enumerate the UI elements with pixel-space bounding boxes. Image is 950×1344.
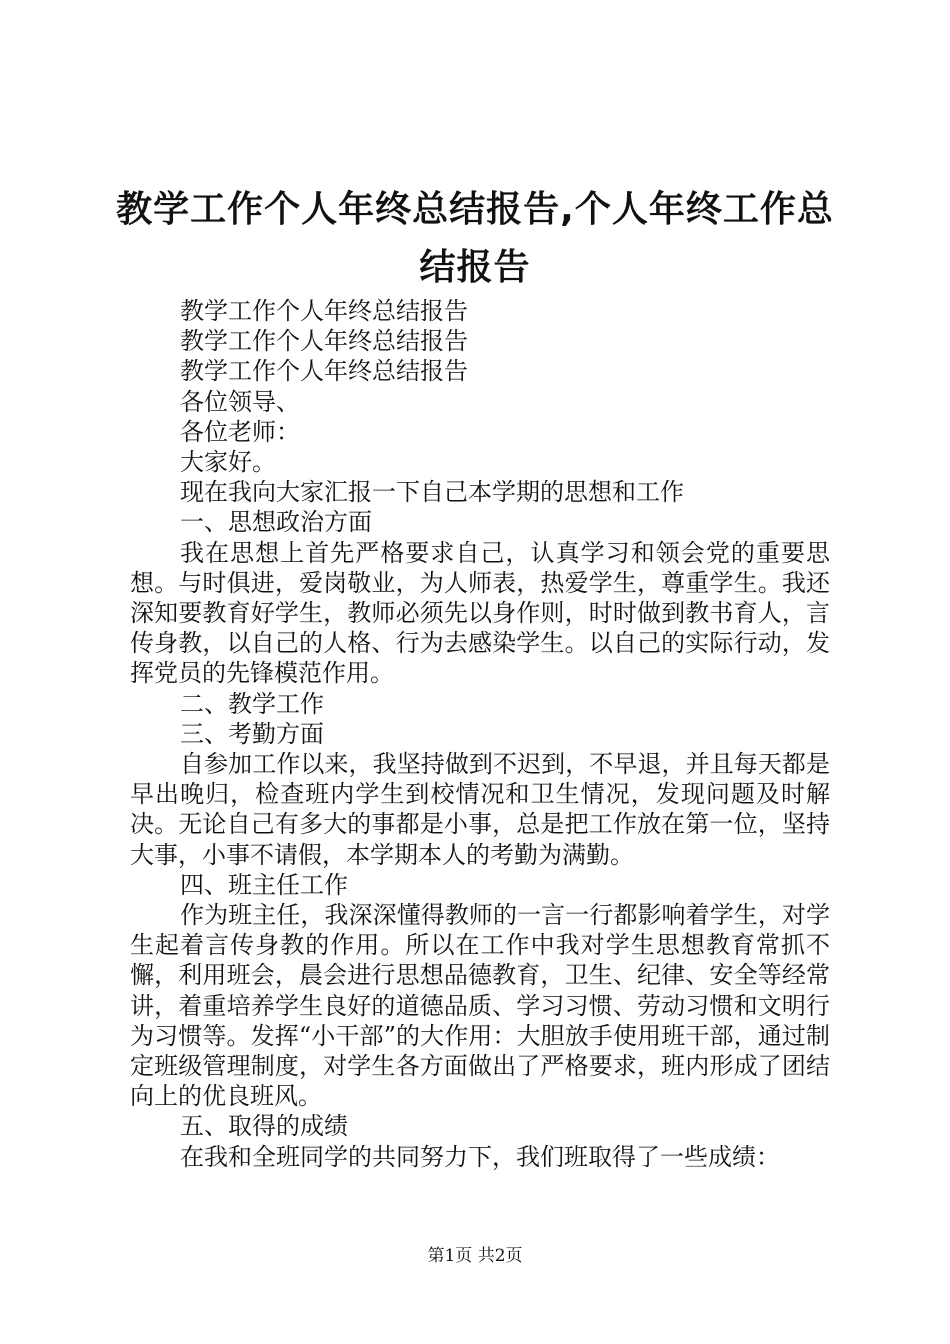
subtitle-line: 教学工作个人年终总结报告 [180,327,468,356]
document-title-line-2: 结报告 [419,247,531,288]
section-heading-1: 一、思想政治方面 [180,508,372,537]
salutation-leaders: 各位领导、 [180,387,300,416]
document-title-line-1: 教学工作个人年终总结报告,个人年终工作总 [116,189,834,230]
subtitle-line: 教学工作个人年终总结报告 [180,357,468,386]
page-footer: 第1页 共2页 [427,1246,523,1266]
subtitle-line: 教学工作个人年终总结报告 [180,297,468,325]
salutation-teachers: 各位老师： [180,417,300,446]
section-paragraph-5: 在我和全班同学的共同努力下，我们班取得了一些成绩： [180,1142,780,1171]
greeting: 大家好。 [180,448,276,477]
section-heading-4: 四、班主任工作 [180,870,348,899]
section-paragraph-4: 作为班主任，我深深懂得教师的一言一行都影响着学生，对学生起着言传身教的作用。所以在工作中我对学生思想教育常抓不懈，利用班会，晨会进行思想品德教育，卫生、纪律、安全等经常讲，着重培养学生良好的道德品质、学习习惯、劳动习惯和文明行为习惯等。发挥“小干部”的大作用：大胆放手使用班干部，通过制定班级管理制度，对学生各方面做出了严格要求，班内形成了团结向上的优良班风。 [130,901,830,1111]
section-heading-3: 三、考勤方面 [180,719,324,748]
section-heading-2: 二、教学工作 [180,689,324,718]
intro-line: 现在我向大家汇报一下自己本学期的思想和工作 [180,478,684,507]
section-paragraph-1: 我在思想上首先严格要求自己，认真学习和领会党的重要思想。与时俱进，爱岗敬业，为人师表，热爱学生，尊重学生。我还深知要教育好学生，教师必须先以身作则，时时做到教书育人，言传身教，以自己的人格、行为去感染学生。以自己的实际行动，发挥党员的先锋模范作用。 [130,538,830,688]
section-paragraph-3: 自参加工作以来，我坚持做到不迟到，不早退，并且每天都是早出晚归，检查班内学生到校情况和卫生情况，发现问题及时解决。无论自己有多大的事都是小事，总是把工作放在第一位，坚持大事，小事不请假，本学期本人的考勤为满勤。 [130,750,830,869]
document-body [130,296,830,1172]
section-heading-5: 五、取得的成绩 [180,1112,348,1141]
